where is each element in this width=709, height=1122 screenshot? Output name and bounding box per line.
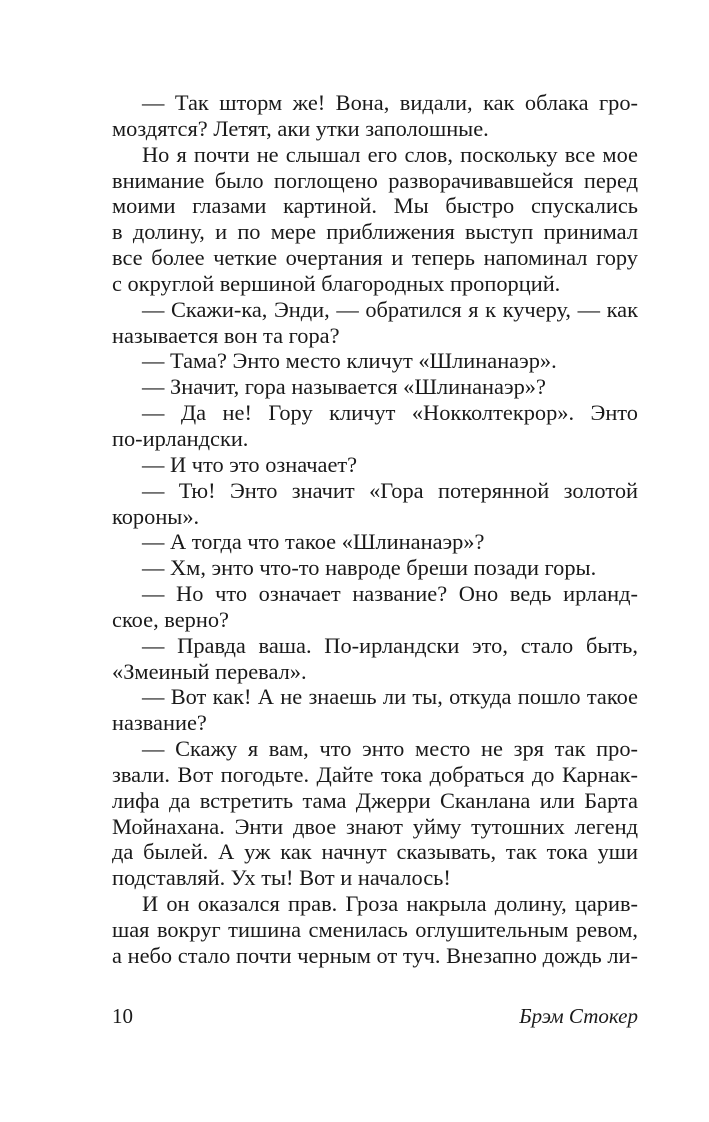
page-number: 10 [112, 1004, 133, 1028]
text-line: а небо стало почти черным от туч. Внезапно дождь ли- [112, 942, 638, 968]
text-line: — Значит, гора называется «Шлинанаэр»? [142, 374, 546, 400]
text-line: в долину, и по мере приближения выступ принимал [112, 219, 638, 245]
text-line: — Правда ваша. По-ирландски это, стало быть, [142, 632, 638, 658]
text-line: по-ирландски. [112, 425, 249, 451]
text-line: — Да не! Гору кличут «Нокколтекрор». Энто [142, 400, 638, 426]
text-line: ское, верно? [112, 606, 229, 632]
text-line: «Змеиный перевал». [112, 658, 307, 684]
text-line: название? [112, 710, 207, 736]
text-line: моими глазами картиной. Мы быстро спускались [112, 193, 638, 219]
text-line: — Хм, энто что-то навроде бреши позади горы. [142, 555, 597, 581]
text-line: называется вон та гора? [112, 322, 340, 348]
page-footer [112, 1004, 638, 1034]
text-line: — А тогда что такое «Шлинанаэр»? [142, 529, 485, 555]
text-line: звали. Вот погодьте. Дайте тока добраться до Карнак- [112, 761, 638, 787]
body-text [112, 90, 638, 969]
text-line: Мойнахана. Энти двое знают уйму тутошних легенд [112, 813, 638, 839]
text-line: — Скажу я вам, что энто место не зря так про- [142, 736, 638, 762]
text-line: лифа да встретить тама Джерри Сканлана или Барта [112, 787, 638, 813]
text-line: моздятся? Летят, аки утки заполошные. [112, 115, 489, 141]
text-line: — Тама? Энто место кличут «Шлинанаэр». [142, 348, 557, 374]
text-line: внимание было поглощено разворачивавшейся перед [112, 167, 638, 193]
running-title: Брэм Стокер [519, 1004, 638, 1028]
text-line: короны». [112, 503, 200, 529]
text-line: Но я почти не слышал его слов, поскольку все мое [142, 141, 638, 167]
text-line: — И что это означает? [142, 451, 358, 477]
text-line: — Скажи-ка, Энди, — обратился я к кучеру, — как [142, 296, 638, 322]
text-line: да былей. А уж как начнут сказывать, так тока уши [112, 839, 638, 865]
text-line: подставляй. Ух ты! Вот и началось! [112, 865, 451, 891]
text-line: с округлой вершиной благородных пропорций. [112, 270, 561, 296]
text-line: — Так шторм же! Вона, видали, как облака гро- [142, 90, 638, 115]
text-line: И он оказался прав. Гроза накрыла долину, царив- [142, 891, 638, 917]
text-line: шая вокруг тишина сменилась оглушительным ревом, [112, 917, 638, 942]
text-line: все более четкие очертания и теперь напоминал гору [112, 245, 638, 271]
text-line: — Но что означает название? Оно ведь ирланд- [142, 581, 638, 607]
text-line: — Вот как! А не знаешь ли ты, откуда пошло такое [142, 684, 638, 710]
text-line: — Тю! Энто значит «Гора потерянной золотой [142, 477, 638, 503]
